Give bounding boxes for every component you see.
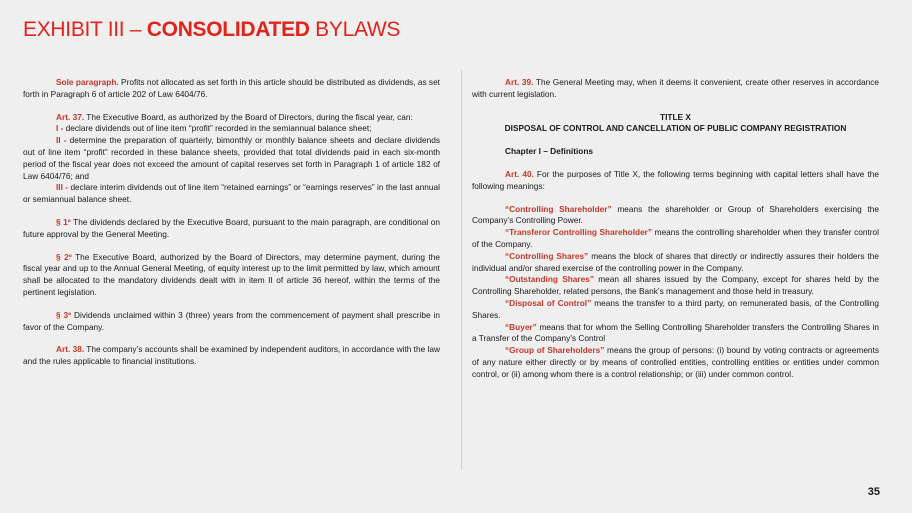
page-title-bold: CONSOLIDATED — [146, 18, 310, 41]
definition-buyer: “Buyer” means that for whom the Selling Controlling Shareholder transfers the Controlling Shares in a Transfer of the Company’s Control — [472, 321, 879, 344]
article-37: Art. 37. The Executive Board, as authorized by the Board of Directors, during the fiscal year, can: — [56, 111, 413, 122]
title-x-heading: TITLE X — [660, 111, 691, 122]
definition-disposal-of-control: “Disposal of Control” means the transfer to a third party, on remunerated basis, of the Controlling Shares. — [472, 297, 879, 320]
article-39: Art. 39. The General Meeting may, when it deems it convenient, create other reserves in accordance with current legislation. — [472, 77, 879, 99]
page-title: EXHIBIT III – CONSOLIDATED BYLAWS — [23, 18, 401, 41]
sole-paragraph: Sole paragraph. Profits not allocated as set forth in this article should be distributed as dividends, as set forth in Paragraph 6 of article 202 of Law 6404/76. — [23, 77, 440, 99]
definition-group-of-shareholders: “Group of Shareholders” means the group of persons: (i) bound by voting contracts or agreements of any nature either directly or by means of controlled entities, controlling entities or entities under common control, or (ii) among whom there is a control relationship; or (iii) under common control. — [472, 345, 879, 379]
definition-transferor-controlling-shareholder: “Transferor Controlling Shareholder” means the controlling shareholder when they transfer control of the Company. — [472, 227, 880, 249]
article-38: Art. 38. The company’s accounts shall be examined by independent auditors, in accordance with the law and the rules applicable to financial institutions. — [23, 344, 440, 367]
article-37-item-1: I - declare dividends out of line item “profit” recorded in the semiannual balance sheet; — [56, 123, 372, 134]
title-x-subheading: DISPOSAL OF CONTROL AND CANCELLATION OF PUBLIC COMPANY REGISTRATION — [504, 123, 847, 134]
chapter-heading: Chapter I – Definitions — [505, 146, 594, 157]
paragraph-2: § 2º The Executive Board, authorized by the Board of Directors, may determine payment, during the fiscal year and up to the Annual General Meeting, of equity interest up to the limit permitted by law, which amount shall be allocated to the mandatory dividends dealt with in item II of article 36 hereof, within the terms of the pertinent legislation. — [23, 251, 440, 297]
article-40: Art. 40. For the purposes of Title X, the following terms beginning with capital letters shall have the following meanings: — [472, 168, 879, 191]
paragraph-1: § 1º The dividends declared by the Executive Board, pursuant to the main paragraph, are conditional on future approval by the General Meeting. — [23, 216, 440, 239]
article-37-item-2: II - determine the preparation of quarterly, bimonthly or monthly balance sheets and declare dividends out of line item “profit” recorded in these balance sheets, provided that total dividends paid in each six-month period of the fiscal year does not exceed the amount of capital reserves set forth in Paragraph 1 of article 182 of Law 6404/76; and — [23, 135, 440, 181]
column-divider — [461, 70, 462, 470]
article-37-item-3: III - declare interim dividends out of line item “retained earnings” or “earnings reserves” in the last annual or semiannual balance sheet. — [23, 182, 440, 205]
definition-controlling-shareholder: “Controlling Shareholder” means the shareholder or Group of Shareholders exercising the Company’s Controlling Power. — [472, 203, 879, 226]
right-column — [472, 77, 879, 381]
definition-outstanding-shares: “Outstanding Shares” mean all shares issued by the Company, except for shares held by the Controlling Shareholder, related persons, the Bank’s management and those held in treasury. — [472, 274, 879, 297]
left-column — [23, 77, 440, 368]
paragraph-3: § 3º Dividends unclaimed within 3 (three) years from the commencement of payment shall prescribe in favor of the Company. — [23, 309, 440, 332]
definition-controlling-shares: “Controlling Shares” means the block of shares that directly or indirectly assures their holders the individual and/or shared exercise of the controlling power in the Company. — [472, 250, 879, 273]
page-number: 35 — [867, 486, 880, 498]
